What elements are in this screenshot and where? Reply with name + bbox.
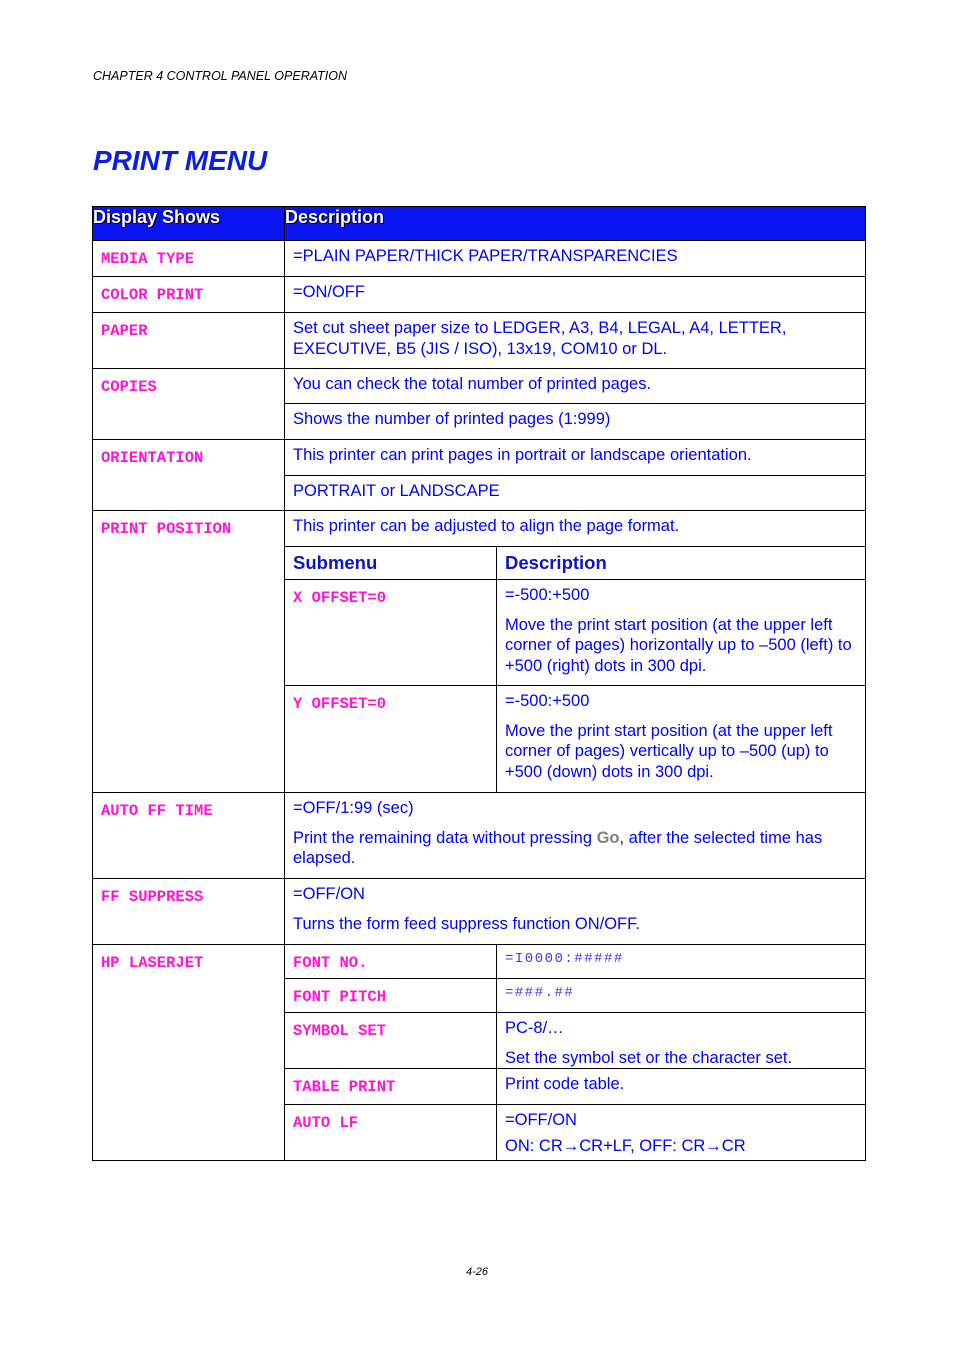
desc-orientation-1: This printer can print pages in portrait or landscape orientation.: [293, 446, 752, 464]
table-row: [93, 793, 866, 879]
submenu-key-table-print: TABLE PRINT: [293, 1078, 396, 1096]
table-row: [93, 277, 866, 313]
table-row: [93, 945, 866, 979]
table-row: [93, 369, 866, 404]
desc-orientation-2: PORTRAIT or LANDSCAPE: [293, 482, 500, 500]
menu-key-print-position: PRINT POSITION: [101, 520, 232, 538]
submenu-description-header: Description: [505, 552, 607, 573]
desc-copies-1: You can check the total number of printed pages.: [293, 375, 652, 393]
menu-key-paper: PAPER: [101, 322, 148, 340]
submenu-key-auto-lf: AUTO LF: [293, 1114, 359, 1132]
desc-paper: Set cut sheet paper size to LEDGER, A3, B4, LEGAL, A4, LETTER, EXECUTIVE, B5 (JIS / ISO), 13x19, COM10 or DL.: [293, 319, 787, 358]
header-description: Description: [285, 207, 866, 241]
menu-key-auto-ff-time: AUTO FF TIME: [101, 802, 213, 820]
desc-media-type: =PLAIN PAPER/THICK PAPER/TRANSPARENCIES: [293, 247, 678, 265]
auto-lf-desc: ON: CR→CR+LF, OFF: CR→CR: [505, 1136, 746, 1155]
table-header-row: [93, 207, 866, 241]
auto-ff-time-desc-after: , after the selected time has elapsed.: [293, 828, 823, 867]
page-number: 4-26: [465, 1266, 489, 1278]
table-print-desc: Print code table.: [505, 1075, 625, 1093]
symbol-set-desc: Set the symbol set or the character set.: [505, 1048, 793, 1067]
submenu-key-x-offset: X OFFSET=0: [293, 589, 387, 607]
symbol-set-value: PC-8/…: [505, 1019, 564, 1037]
print-menu-table: [92, 206, 866, 1161]
ff-suppress-range: =OFF/ON: [293, 885, 365, 903]
auto-lf-value: =OFF/ON: [505, 1111, 577, 1129]
desc-print-position: This printer can be adjusted to align the page format.: [293, 517, 680, 535]
y-offset-range: =-500:+500: [505, 692, 590, 710]
auto-ff-time-desc-before: Print the remaining data without pressing: [293, 828, 597, 847]
table-row: [93, 241, 866, 277]
submenu-key-font-no: FONT NO.: [293, 954, 368, 972]
menu-key-copies: COPIES: [101, 378, 157, 396]
x-offset-range: =-500:+500: [505, 586, 590, 604]
auto-ff-time-range: =OFF/1:99 (sec): [293, 799, 414, 817]
auto-ff-time-desc: [285, 819, 865, 877]
table-row: [93, 440, 866, 476]
menu-key-media-type: MEDIA TYPE: [101, 250, 195, 268]
font-no-value: =I0000:#####: [505, 951, 624, 967]
desc-copies-2: Shows the number of printed pages (1:999): [293, 410, 611, 428]
submenu-header: Submenu: [293, 552, 378, 573]
submenu-key-y-offset: Y OFFSET=0: [293, 695, 387, 713]
table-row: [93, 879, 866, 945]
chapter-header: CHAPTER 4 CONTROL PANEL OPERATION: [93, 69, 347, 83]
menu-key-ff-suppress: FF SUPPRESS: [101, 888, 204, 906]
desc-color-print: =ON/OFF: [293, 283, 365, 301]
header-display-shows: Display Shows: [93, 207, 285, 241]
y-offset-desc: Move the print start position (at the upper left corner of pages) vertically up to –500 (up) to +500 (down) dots in 300 dpi.: [505, 721, 833, 781]
submenu-key-font-pitch: FONT PITCH: [293, 988, 387, 1006]
x-offset-desc: Move the print start position (at the upper left corner of pages) horizontally up to –500 (left) to +500 (right) dots in 300 dpi.: [505, 615, 852, 675]
submenu-key-symbol-set: SYMBOL SET: [293, 1022, 387, 1040]
table-row: [93, 511, 866, 547]
menu-key-orientation: ORIENTATION: [101, 449, 204, 467]
font-pitch-value: =###.##: [505, 985, 575, 1001]
menu-key-hp-laserjet: HP LASERJET: [101, 954, 204, 972]
ff-suppress-desc: Turns the form feed suppress function ON/OFF.: [293, 914, 640, 933]
table-row: [93, 313, 866, 369]
page-title: PRINT MENU: [93, 145, 268, 176]
go-button-label: Go: [596, 828, 620, 847]
menu-key-color-print: COLOR PRINT: [101, 286, 204, 304]
